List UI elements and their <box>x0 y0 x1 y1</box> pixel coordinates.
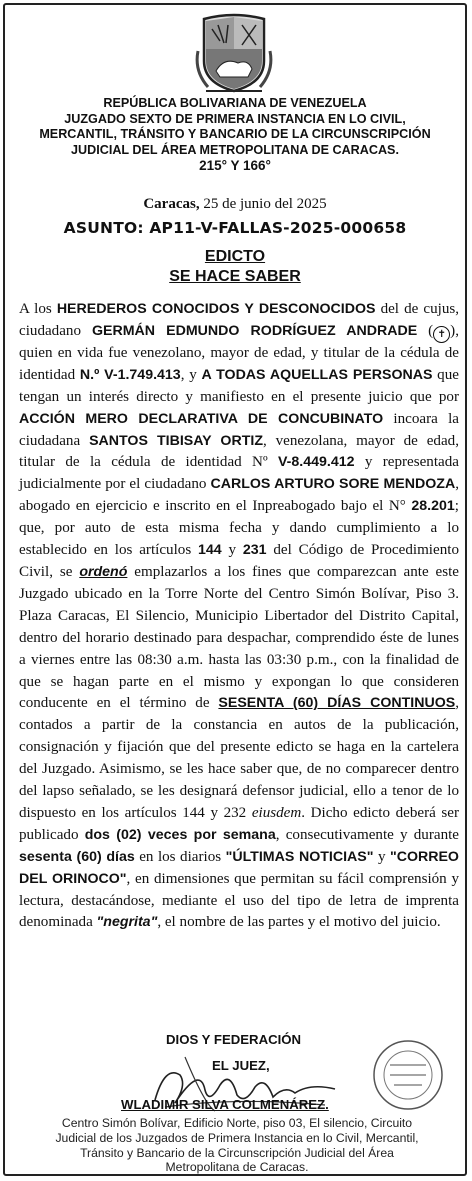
body-run: N.º V-1.749.413 <box>79 366 181 383</box>
case-subject: ASUNTO: AP11-V-FALLAS-2025-000658 <box>63 219 407 237</box>
edict-body <box>19 299 459 934</box>
body-run: que tengan un interés directo y manifiesto en el presente juicio que por <box>19 366 459 405</box>
body-run: GERMÁN EDMUNDO RODRÍGUEZ ANDRADE <box>91 322 418 339</box>
date-line <box>5 196 465 213</box>
body-run: . Dicho edicto deberá ser publicado <box>19 804 459 843</box>
footer-line: Tránsito y Bancario de la Circunscripción Judicial del Área <box>80 1145 394 1160</box>
body-run: , venezolana, mayor de edad, titular de la cédula de identidad Nº <box>19 432 459 471</box>
header-line: 215° Y 166° <box>199 158 271 173</box>
body-run: A TODAS AQUELLAS PERSONAS <box>201 366 433 383</box>
body-run: incoara la ciudadana <box>19 410 459 449</box>
header-block <box>5 96 465 174</box>
footer-line: Centro Simón Bolívar, Edificio Norte, piso 03, El silencio, Circuito <box>61 1116 413 1130</box>
body-run: ACCIÓN MERO DECLARATIVA DE CONCUBINATO <box>19 410 384 427</box>
edict-subtitle: SE HACE SABER <box>169 268 301 285</box>
judge-title: EL JUEZ, <box>212 1058 270 1073</box>
body-run: ( <box>417 322 434 339</box>
header-line: MERCANTIL, TRÁNSITO Y BANCARIO DE LA CIRCUNSCRIPCIÓN <box>39 127 431 141</box>
body-run: A los <box>19 301 57 317</box>
body-run: en los diarios <box>134 848 226 865</box>
body-run: , contados a partir de la constancia en autos de la publicación, consignación y fijación que del presente edicto se haga en la cartelera del Juzgado. Asimismo, se les hace saber que, de no comparecer dentro del lapso señalado, se les designará defensor judicial, ello a tenor de lo dispuesto en los artículos 144 y 232 <box>19 695 459 821</box>
coat-of-arms-icon <box>194 11 274 95</box>
body-run: ; que, por auto de esta misma fecha y dando cumplimiento a lo establecido en los artículos <box>19 498 459 559</box>
body-run: 28.201 <box>411 498 455 515</box>
body-run: dos (02) veces por semana <box>84 826 276 843</box>
body-run: "ÚLTIMAS NOTICIAS" <box>225 848 374 865</box>
footer-line: Judicial de los Juzgados de Primera Instancia en lo Civil, Mercantil, <box>55 1130 419 1145</box>
body-run: y <box>373 848 390 865</box>
body-run: , en dimensiones que permitan su fácil comprensión y lectura, destacándose, mediante el uso del tipo de letra de imprenta denominada <box>19 870 459 931</box>
body-run: , abogado en ejercicio e inscrito en el Inpreabogado bajo el N° <box>19 476 459 515</box>
body-run: , y <box>180 366 202 383</box>
body-run: y representada judicialmente por el ciudadano <box>19 454 459 493</box>
header-line: JUZGADO SEXTO DE PRIMERA INSTANCIA EN LO CIVIL, <box>64 111 406 126</box>
body-run: V-8.449.412 <box>277 454 355 471</box>
court-stamp-icon <box>360 1035 455 1115</box>
edict-title: EDICTO <box>204 248 266 265</box>
date-city: Caracas, <box>143 196 200 212</box>
body-run: , consecutivamente y durante <box>275 826 460 843</box>
footer-address <box>15 1116 459 1175</box>
body-run: 144 <box>198 542 222 559</box>
closing-formula: DIOS Y FEDERACIÓN <box>166 1032 302 1047</box>
header-line: JUDICIAL DEL ÁREA METROPOLITANA DE CARACAS. <box>71 142 399 157</box>
body-run: 231 <box>242 542 267 559</box>
body-run: , el nombre de las partes y el motivo del juicio. <box>157 914 441 931</box>
body-run: del Código de Procedimiento Civil, se <box>19 542 459 580</box>
body-run: SANTOS TIBISAY ORTIZ <box>89 432 263 449</box>
body-run: CARLOS ARTURO SORE MENDOZA <box>210 476 456 493</box>
date-text: 25 de junio del 2025 <box>199 196 327 212</box>
body-run: del de cujus, ciudadano <box>19 301 460 339</box>
deceased-cross-icon: ✝ <box>433 326 450 343</box>
notice-frame <box>3 3 467 1176</box>
body-run: SESENTA (60) DÍAS CONTINUOS <box>218 695 456 712</box>
body-run: HEREDEROS CONOCIDOS Y DESCONOCIDOS <box>56 301 376 317</box>
header-line: REPÚBLICA BOLIVARIANA DE VENEZUELA <box>103 96 367 110</box>
footer-line: Metropolitana de Caracas. <box>165 1160 309 1175</box>
body-run: ), quien en vida fue venezolano, mayor de edad, y titular de la cédula de identidad <box>19 322 459 383</box>
body-run: y <box>221 542 243 559</box>
body-run: emplazarlos a los fines que comparezcan ante este Juzgado ubicado en la Torre Norte del Centro Simón Bolívar, Piso 3. Plaza Caracas, El Silencio, Municipio Libertador del Distrito Capital, dentro del horario destinado para despachar, comprendido éste de lunes a viernes entre las 08:30 a.m. hasta las 03:30 p.m., con la finalidad de que se hagan parte en el mismo y expongan lo que consideren conducente en el término de <box>19 563 460 712</box>
body-run: ordenó <box>79 563 128 580</box>
judge-name: WLADIMIR SILVA COLMENÁREZ. <box>121 1097 329 1112</box>
body-run: eiusdem <box>251 804 302 821</box>
body-run: "negrita" <box>96 914 158 931</box>
body-run: sesenta (60) días <box>19 848 135 865</box>
body-run: "CORREO DEL ORINOCO" <box>19 848 459 887</box>
